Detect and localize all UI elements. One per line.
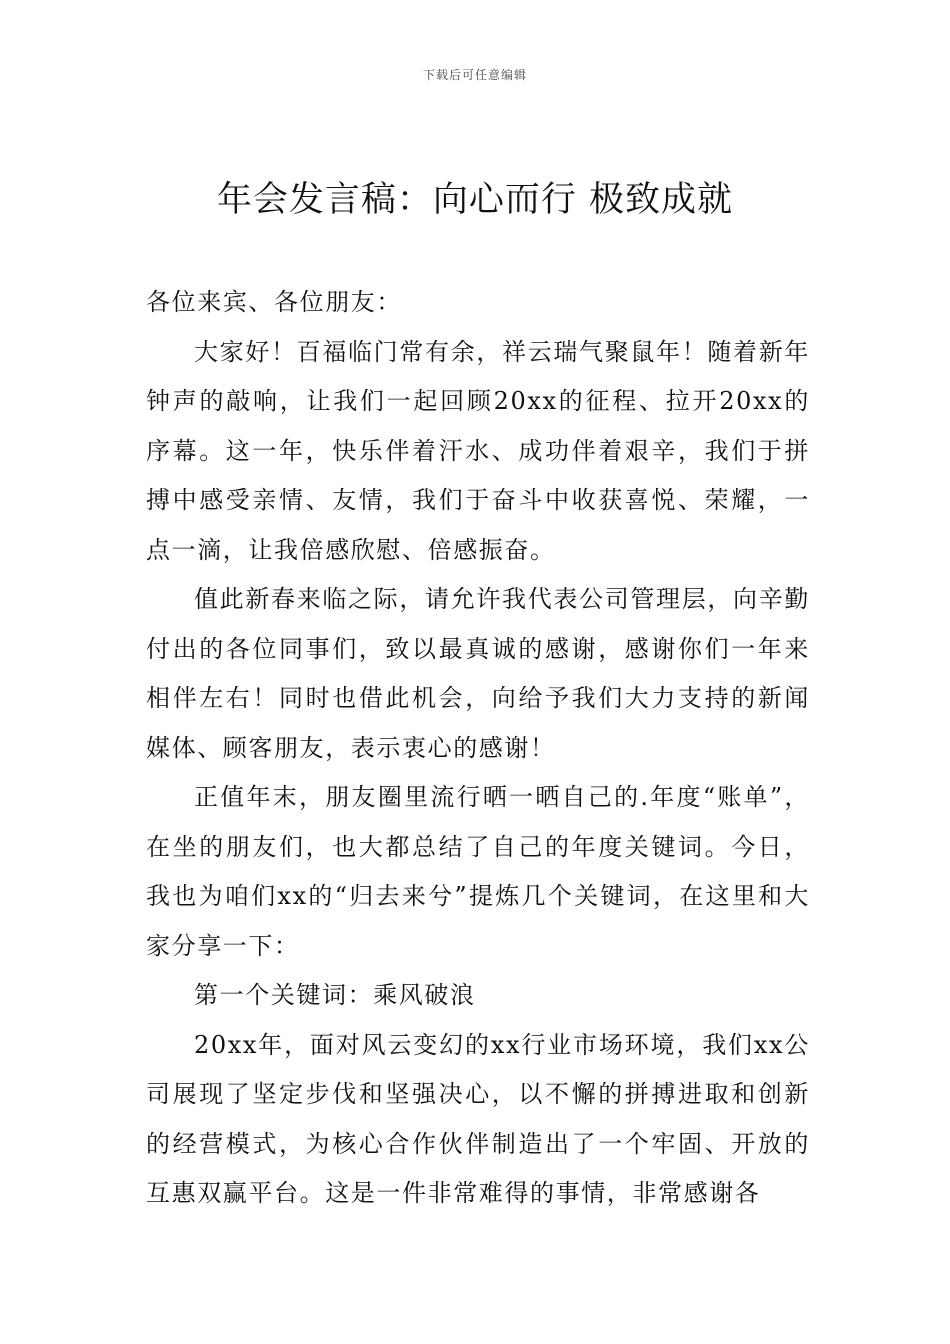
document-body [146,278,810,1219]
paragraph-2: 值此新春来临之际，请允许我代表公司管理层，向辛勤付出的各位同事们，致以最真诚的感谢，感谢你们一年来相伴左右！同时也借此机会，向给予我们大力支持的新闻媒体、顾客朋友，表示衷心的感谢！ [146,585,810,762]
salutation: 各位来宾、各位朋友： [146,288,402,316]
paragraph-1: 大家好！百福临门常有余，祥云瑞气聚鼠年！随着新年钟声的敲响，让我们一起回顾20xx的征程、拉开20xx的序幕。这一年，快乐伴着汗水、成功伴着艰辛，我们于拼搏中感受亲情、友情，我们于奋斗中收获喜悦、荣耀，一点一滴，让我倍感欣慰、倍感振奋。 [146,337,810,564]
document-title: 年会发言稿：向心而行 极致成就 [216,180,734,220]
paragraph-3: 正值年末，朋友圈里流行晒一晒自己的.年度“账单”，在坐的朋友们，也大都总结了自己的年度关键词。今日，我也为咱们xx的“归去来兮”提炼几个关键词，在这里和大家分享一下： [146,783,810,960]
keyword-heading: 第一个关键词：乘风破浪 [194,981,476,1009]
paragraph-4: 20xx年，面对风云变幻的xx行业市场环境，我们xx公司展现了坚定步伐和坚强决心，以不懈的拼搏进取和创新的经营模式，为核心合作伙伴制造出了一个牢固、开放的互惠双赢平台。这是一件非常难得的事情，非常感谢各 [146,1030,810,1207]
header-note: 下载后可任意编辑 [422,68,527,82]
